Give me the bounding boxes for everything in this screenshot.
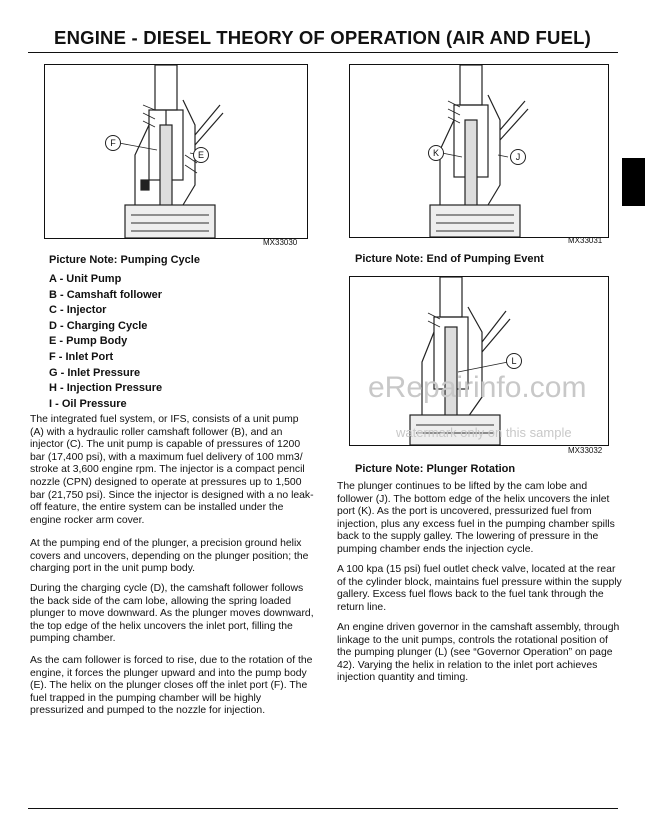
callout-k: K bbox=[428, 145, 444, 161]
legend-item: C - Injector bbox=[49, 304, 107, 317]
body-paragraph: The integrated fuel system, or IFS, consists of a unit pump (A) with a hydraulic roller camshaft follower (B), and an injector (C). The unit pump is capable of pressures of 1200 bar (17,400 psi), with a maximum fuel delivery of 100 mm3/ stroke at 3,600 engine rpm. The injector is a compact pencil nozzle (CPN) designed to operate at pressures up to 1,500 bar (21,750 psi). Since the injector is designed with a no leak-off feature, the entire system can be installed under the engine rocker arm cover. bbox=[30, 414, 314, 526]
picture-note: Picture Note: End of Pumping Event bbox=[355, 253, 544, 265]
page-title: ENGINE - DIESEL THEORY OF OPERATION (AIR AND FUEL) bbox=[54, 27, 591, 48]
callout-f: F bbox=[105, 135, 121, 151]
picture-note: Picture Note: Plunger Rotation bbox=[355, 463, 516, 475]
callout-e: E bbox=[193, 147, 209, 163]
legend-item: E - Pump Body bbox=[49, 335, 128, 348]
body-paragraph: An engine driven governor in the camshaft assembly, through linkage to the unit pumps, controls the rotational position of the pumping plunger (L) (see “Governor Operation” on page 42). Varying the helix in relation to the inlet port achieves injection quantity and timing. bbox=[337, 622, 620, 684]
pump-illustration bbox=[350, 277, 608, 445]
body-paragraph: During the charging cycle (D), the camshaft follower follows the back side of the cam lobe, allowing the spring loaded plunger to move downward. As the plunger moves downward, the top edge of the helix uncovers the inlet port, filling the pumping chamber. bbox=[30, 583, 314, 645]
pump-illustration bbox=[45, 65, 307, 238]
figure-id: MX33031 bbox=[568, 236, 603, 245]
header-rule bbox=[28, 52, 618, 53]
figure-plunger-rotation bbox=[349, 276, 609, 446]
body-paragraph: The plunger continues to be lifted by the cam lobe and follower (J). The bottom edge of the helix uncovers the inlet port (K). As the port is uncovered, pressurized fuel from injection, plus any excess fuel in the pumping chamber spills back to the supply galley. The lowering of pressure in the pumping chamber ends the injection cycle. bbox=[337, 481, 615, 555]
watermark-logo: eRepairinfo.com bbox=[368, 371, 587, 404]
legend-item: H - Injection Pressure bbox=[49, 382, 163, 395]
figure-end-of-pumping bbox=[349, 64, 609, 238]
body-paragraph: A 100 kpa (15 psi) fuel outlet check valve, located at the rear of the cylinder block, maintains fuel pressure within the supply gallery. Excess fuel flows back to the fuel tank through the return line. bbox=[337, 564, 622, 613]
legend-item: I - Oil Pressure bbox=[49, 397, 127, 410]
figure-id: MX33032 bbox=[568, 446, 603, 455]
body-paragraph: At the pumping end of the plunger, a precision ground helix covers and uncovers, depending on the plunger position; the charging port in the unit pump body. bbox=[30, 538, 309, 575]
figure-id: MX33030 bbox=[263, 238, 298, 247]
section-tab bbox=[622, 158, 645, 206]
body-paragraph: As the cam follower is forced to rise, due to the rotation of the engine, it forces the plunger upward and into the pump body (E). The helix on the plunger closes off the inlet port (F). The fuel trapped in the pumping chamber will be highly pressurized and pumped to the nozzle for injection. bbox=[30, 655, 313, 717]
pump-illustration bbox=[350, 65, 608, 237]
picture-note: Picture Note: Pumping Cycle bbox=[49, 254, 200, 266]
legend-list bbox=[49, 272, 162, 412]
figure-pumping-cycle bbox=[44, 64, 308, 239]
legend-item: A - Unit Pump bbox=[49, 273, 122, 285]
legend-item: D - Charging Cycle bbox=[49, 319, 148, 332]
footer-rule bbox=[28, 808, 618, 809]
watermark-text: watermark only on this sample bbox=[396, 425, 572, 440]
callout-l: L bbox=[506, 353, 522, 369]
legend-item: F - Inlet Port bbox=[49, 350, 114, 363]
legend-item: G - Inlet Pressure bbox=[49, 366, 141, 379]
legend-item: B - Camshaft follower bbox=[49, 288, 163, 301]
callout-j: J bbox=[510, 149, 526, 165]
